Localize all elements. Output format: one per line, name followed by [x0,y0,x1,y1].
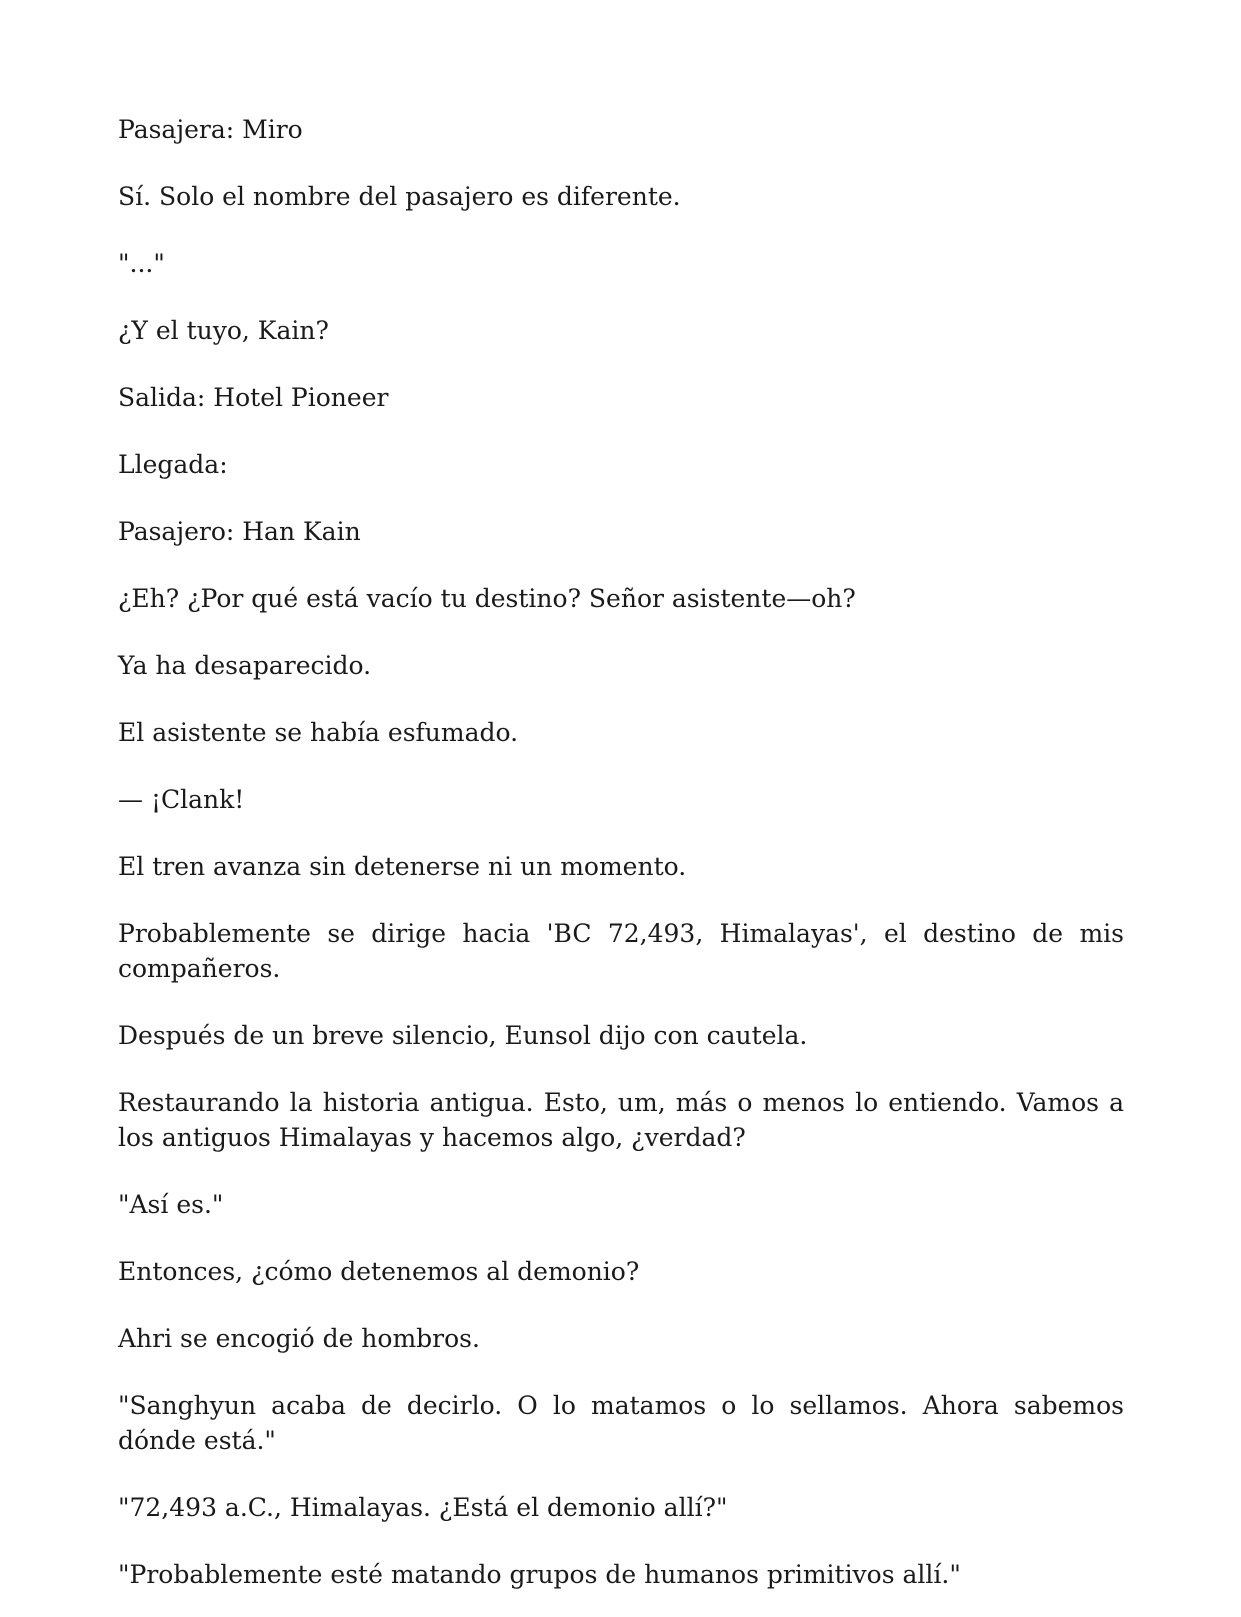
paragraph: Pasajero: Han Kain [118,517,361,546]
paragraph: Después de un breve silencio, Eunsol dijo con cautela. [118,1021,808,1050]
paragraph: "Sanghyun acaba de decirlo. O lo matamos o lo sellamos. Ahora sabemos dónde está." [118,1391,1124,1455]
paragraph: "72,493 a.C., Himalayas. ¿Está el demonio allí?" [118,1493,728,1522]
paragraph: "..." [118,249,165,278]
paragraph: "Probablemente esté matando grupos de humanos primitivos allí." [118,1560,961,1589]
paragraph: El asistente se había esfumado. [118,718,519,747]
paragraph: "Así es." [118,1190,224,1219]
paragraph: ¿Y el tuyo, Kain? [118,316,329,345]
paragraph: Sí. Solo el nombre del pasajero es diferente. [118,182,681,211]
paragraph: El tren avanza sin detenerse ni un momento. [118,852,687,881]
paragraph: ¿Eh? ¿Por qué está vacío tu destino? Señor asistente—oh? [118,584,856,613]
paragraph: — ¡Clank! [118,785,245,814]
paragraph: Probablemente se dirige hacia 'BC 72,493, Himalayas', el destino de mis compañeros. [118,919,1124,983]
paragraph: Llegada: [118,450,228,479]
document-body [118,112,1124,1617]
paragraph: Salida: Hotel Pioneer [118,383,389,412]
paragraph: Ahri se encogió de hombros. [118,1324,480,1353]
paragraph: Ya ha desaparecido. [118,651,372,680]
paragraph: Pasajera: Miro [118,115,303,144]
paragraph: Restaurando la historia antigua. Esto, um, más o menos lo entiendo. Vamos a los antiguos Himalayas y hacemos algo, ¿verdad? [118,1088,1124,1152]
paragraph: Entonces, ¿cómo detenemos al demonio? [118,1257,640,1286]
